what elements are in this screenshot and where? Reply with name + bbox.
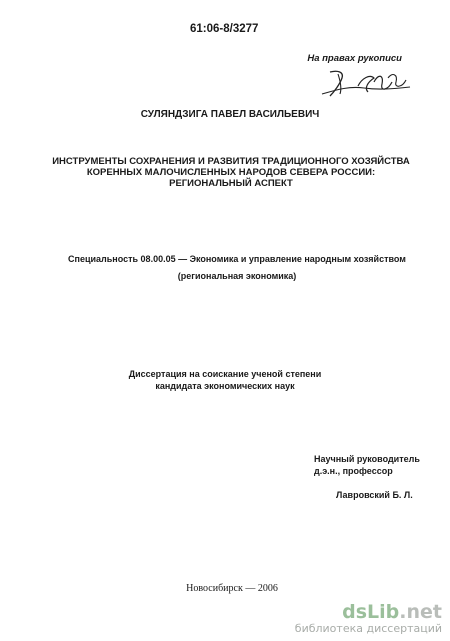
dslib-watermark <box>295 602 442 635</box>
rights-note: На правах рукописи <box>307 53 402 64</box>
specialty-line-2: (региональная экономика) <box>177 271 297 281</box>
signature-image <box>318 64 414 100</box>
dissertation-line-1: Диссертация на соискание ученой степени <box>128 369 322 379</box>
title-line-2: КОРЕННЫХ МАЛОЧИСЛЕННЫХ НАРОДОВ СЕВЕРА РОССИИ: <box>86 167 376 178</box>
title-line-1: ИНСТРУМЕНТЫ СОХРАНЕНИЯ И РАЗВИТИЯ ТРАДИЦИОННОГО ХОЗЯЙСТВА <box>52 156 410 167</box>
author-name: СУЛЯНДЗИГА ПАВЕЛ ВАСИЛЬЕВИЧ <box>140 109 320 120</box>
watermark-logo-main: dsLib <box>342 601 400 623</box>
archive-code: 61:06-8/3277 <box>190 23 259 35</box>
watermark-logo-tld: .net <box>399 601 442 623</box>
supervisor-line-2: д.э.н., профессор <box>314 466 393 476</box>
title-line-3: РЕГИОНАЛЬНЫЙ АСПЕКТ <box>169 178 293 189</box>
supervisor-line-1: Научный руководитель <box>314 454 420 464</box>
city-year: Новосибирск — 2006 <box>186 583 278 594</box>
watermark-subtitle: библиотека диссертаций <box>294 622 442 635</box>
watermark-logo <box>295 602 442 622</box>
dissertation-line-2: кандидата экономических наук <box>155 381 295 391</box>
specialty-line-1: Специальность 08.00.05 — Экономика и управление народным хозяйством <box>68 254 406 264</box>
supervisor-name: Лавровский Б. Л. <box>336 490 413 500</box>
